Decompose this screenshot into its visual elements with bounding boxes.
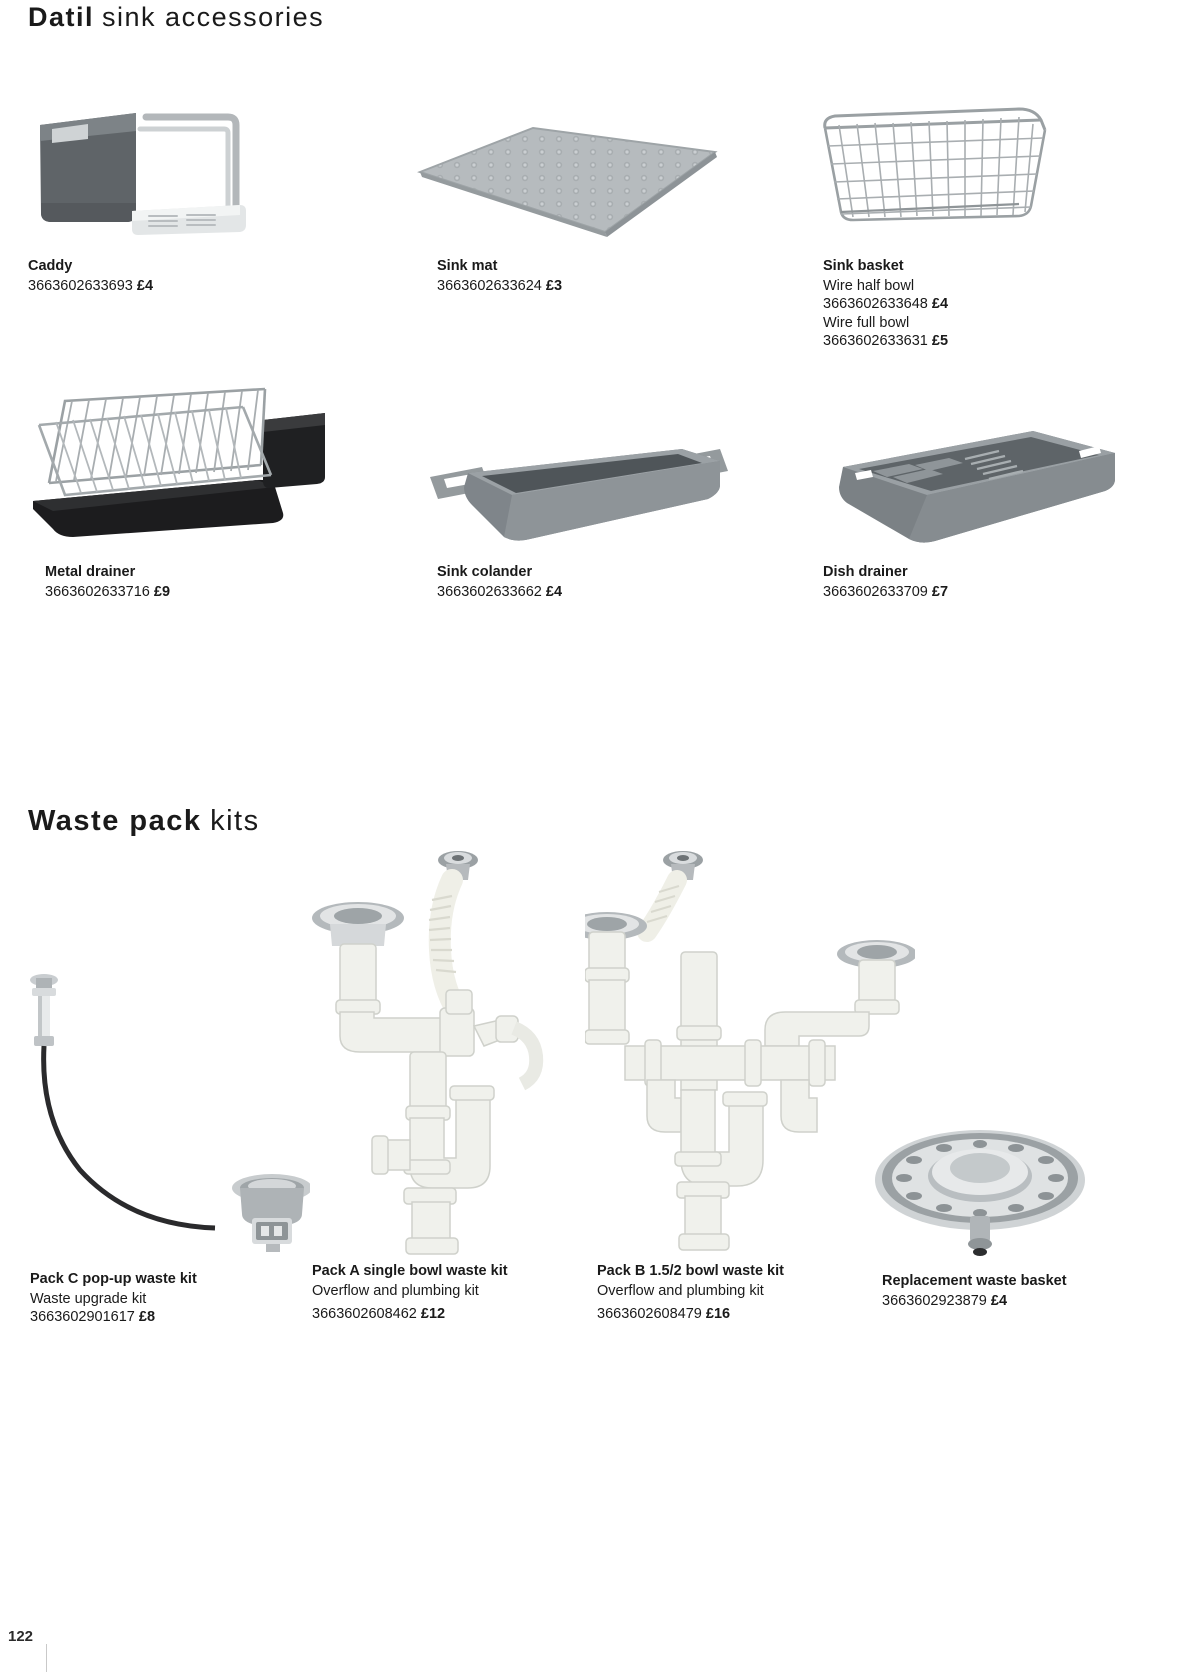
product-dish-drainer <box>795 385 1175 635</box>
sink-mat-code: 3663602633624 <box>437 277 542 294</box>
caddy-title: Caddy <box>28 258 73 274</box>
sink-basket-variant2-code: 3663602633631 <box>823 333 928 349</box>
dish-drainer-title: Dish drainer <box>823 564 908 580</box>
pack-b-caption <box>597 1262 784 1324</box>
caddy-code: 3663602633693 <box>28 277 133 294</box>
sink-basket-variant1-label: Wire half bowl <box>823 277 915 294</box>
product-pack-a-single-bowl-waste-kit <box>300 840 590 1340</box>
dish-drainer-caption <box>823 563 948 601</box>
sink-basket-variant2-price: £5 <box>931 333 949 349</box>
dish-drainer-price: £7 <box>931 583 949 600</box>
metal-drainer-code-price <box>45 583 170 602</box>
section-heading-waste-light: kits <box>210 805 260 837</box>
pack-b-title: Pack B 1.5/2 bowl waste kit <box>597 1263 784 1279</box>
sink-colander-title: Sink colander <box>437 564 533 580</box>
product-caddy <box>20 95 380 295</box>
section-heading-datil-bold: Datil <box>28 2 95 32</box>
sink-mat-title: Sink mat <box>437 258 498 274</box>
double-bowl-waste-kit-icon <box>585 840 915 1260</box>
pack-a-price: £12 <box>420 1306 446 1322</box>
pack-c-price: £8 <box>138 1309 156 1325</box>
sink-mat-icon <box>415 120 725 240</box>
metal-drainer-icon <box>25 385 335 550</box>
pack-c-code-price <box>30 1308 197 1327</box>
product-pack-c-popup-waste-kit <box>20 870 300 1340</box>
sink-colander-icon <box>420 445 730 555</box>
product-metal-drainer <box>20 385 400 635</box>
caddy-icon <box>28 95 248 245</box>
sink-basket-title: Sink basket <box>823 258 904 274</box>
sink-basket-variant1-price: £4 <box>931 296 949 312</box>
pack-b-code-price <box>597 1305 784 1324</box>
caddy-code-price <box>28 277 153 296</box>
sink-basket-variant2-label: Wire full bowl <box>823 314 910 331</box>
page-number: 122 <box>8 1628 34 1645</box>
sink-colander-code: 3663602633662 <box>437 583 542 600</box>
sink-basket-icon <box>805 100 1065 235</box>
dish-drainer-code-price <box>823 583 948 602</box>
pack-a-title: Pack A single bowl waste kit <box>312 1263 508 1279</box>
metal-drainer-price: £9 <box>153 583 171 600</box>
replacement-waste-basket-code: 3663602923879 <box>882 1292 987 1309</box>
pack-b-price: £16 <box>705 1306 731 1322</box>
sink-basket-variant1-code-price <box>823 295 948 314</box>
metal-drainer-caption <box>45 563 170 601</box>
section-heading-datil <box>28 2 324 33</box>
metal-drainer-code: 3663602633716 <box>45 583 150 600</box>
product-pack-b-double-bowl-waste-kit <box>585 840 885 1340</box>
sink-colander-caption <box>437 563 562 601</box>
pack-c-code: 3663602901617 <box>30 1309 135 1325</box>
dish-drainer-code: 3663602633709 <box>823 583 928 600</box>
caddy-caption <box>28 257 153 295</box>
pack-b-code: 3663602608479 <box>597 1306 702 1322</box>
sink-basket-variant1-code: 3663602633648 <box>823 296 928 312</box>
replacement-waste-basket-title: Replacement waste basket <box>882 1273 1067 1289</box>
replacement-waste-basket-price: £4 <box>990 1292 1008 1309</box>
sink-colander-price: £4 <box>545 583 563 600</box>
sink-colander-code-price <box>437 583 562 602</box>
sink-mat-code-price <box>437 277 562 296</box>
metal-drainer-title: Metal drainer <box>45 564 136 580</box>
pack-c-title: Pack C pop-up waste kit <box>30 1271 197 1287</box>
replacement-waste-basket-caption <box>882 1272 1067 1310</box>
sink-basket-caption <box>823 257 948 351</box>
section-heading-waste-pack <box>28 805 260 838</box>
product-sink-colander <box>415 385 795 635</box>
replacement-waste-basket-icon <box>870 1120 1090 1260</box>
product-replacement-waste-basket <box>870 1120 1170 1350</box>
replacement-waste-basket-code-price <box>882 1292 1067 1311</box>
product-sink-mat <box>415 95 775 295</box>
page-divider <box>46 1644 47 1672</box>
caddy-price: £4 <box>136 277 154 294</box>
pack-a-code-price <box>312 1305 508 1324</box>
pack-c-caption <box>30 1270 197 1327</box>
pack-c-subtitle: Waste upgrade kit <box>30 1290 147 1307</box>
product-sink-basket <box>795 95 1175 375</box>
dish-drainer-icon <box>815 425 1125 555</box>
single-bowl-waste-kit-icon <box>300 840 590 1260</box>
section-heading-waste-bold: Waste pack <box>28 805 202 837</box>
pack-b-subtitle: Overflow and plumbing kit <box>597 1282 764 1299</box>
pack-a-subtitle: Overflow and plumbing kit <box>312 1282 479 1299</box>
sink-basket-variant2-code-price <box>823 332 948 351</box>
pack-a-caption <box>312 1262 508 1324</box>
pack-a-code: 3663602608462 <box>312 1306 417 1322</box>
sink-mat-price: £3 <box>545 277 563 294</box>
popup-waste-kit-icon <box>20 870 310 1270</box>
section-heading-datil-light: sink accessories <box>102 2 325 32</box>
sink-mat-caption <box>437 257 562 295</box>
